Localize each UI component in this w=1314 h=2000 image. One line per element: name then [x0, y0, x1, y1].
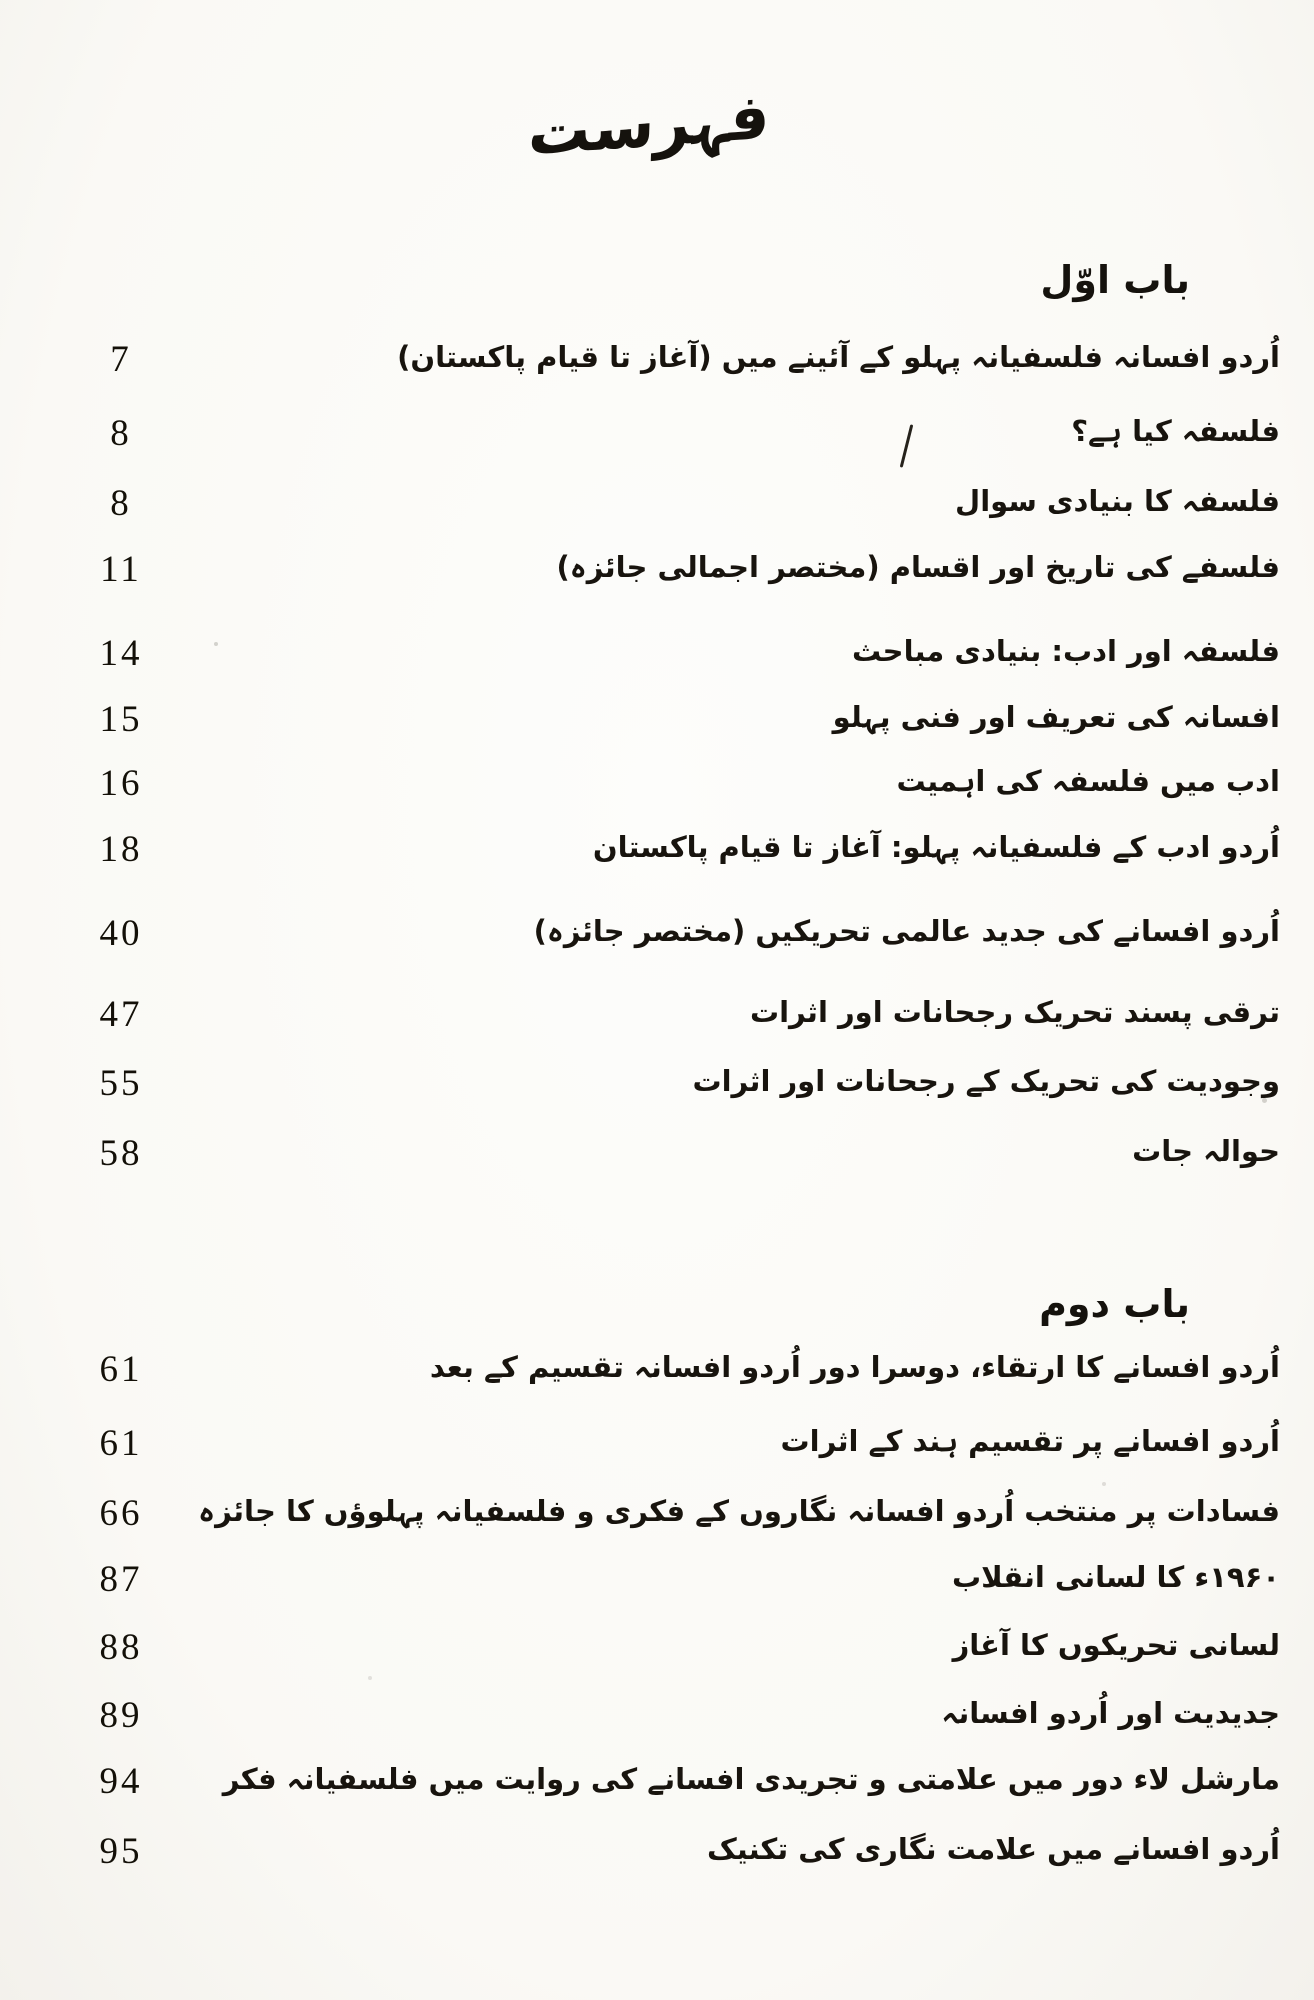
toc-row	[0, 912, 1314, 955]
toc-page-number: 61	[99, 1349, 143, 1390]
toc-row	[0, 828, 1314, 871]
toc-entry-title: مارشل لاء دور میں علامتی و تجریدی افسانے کی روایت میں فلسفیانہ فکر	[222, 1762, 1280, 1796]
toc-row	[0, 762, 1314, 805]
toc-page-number: 7	[110, 339, 132, 380]
toc-row	[0, 993, 1314, 1036]
toc-entry-title: اُردو افسانے کی جدید عالمی تحریکیں (مختصر جائزہ)	[533, 914, 1280, 948]
toc-row	[0, 338, 1314, 381]
toc-entry-title: جدیدیت اور اُردو افسانہ	[941, 1696, 1280, 1730]
toc-page-number: 8	[110, 483, 132, 524]
toc-row	[0, 1348, 1314, 1391]
toc-entry-title: ادب میں فلسفہ کی اہمیت	[896, 764, 1280, 798]
chapter-two-heading: باب دوم	[1039, 1282, 1190, 1326]
toc-row	[0, 1422, 1314, 1465]
toc-entry-title: اُردو افسانے کا ارتقاء، دوسرا دور اُردو افسانہ تقسیم کے بعد	[429, 1350, 1280, 1384]
toc-entry-title: وجودیت کی تحریک کے رجحانات اور اثرات	[692, 1064, 1280, 1098]
toc-row	[0, 632, 1314, 675]
toc-entry-title: فسادات پر منتخب اُردو افسانہ نگاروں کے فکری و فلسفیانہ پہلوؤں کا جائزہ	[198, 1494, 1280, 1528]
toc-entry-title: فلسفہ کیا ہے؟	[1071, 414, 1280, 448]
toc-entry-title: افسانہ کی تعریف اور فنی پہلو	[832, 700, 1280, 734]
toc-row	[0, 1626, 1314, 1669]
toc-page-number: 61	[99, 1423, 143, 1464]
toc-row	[0, 548, 1314, 591]
toc-entry-title: فلسفے کی تاریخ اور اقسام (مختصر اجمالی جائزہ)	[556, 550, 1280, 584]
toc-page-number: 95	[99, 1831, 143, 1872]
toc-page-number: 40	[99, 913, 143, 954]
toc-page-number: 15	[99, 699, 143, 740]
toc-page-number: 66	[99, 1493, 143, 1534]
toc-entry-title: ۱۹۶۰ء کا لسانی انقلاب	[951, 1560, 1280, 1594]
toc-entry-title: لسانی تحریکوں کا آغاز	[952, 1628, 1280, 1662]
toc-entry-title: اُردو افسانہ فلسفیانہ پہلو کے آئینے میں (آغاز تا قیام پاکستان)	[397, 340, 1280, 374]
toc-page-number: 16	[99, 763, 143, 804]
toc-page-number: 47	[99, 994, 143, 1035]
toc-row	[0, 1558, 1314, 1601]
toc-page-number: 11	[100, 549, 142, 590]
scan-speck	[368, 1676, 372, 1680]
toc-page-number: 14	[99, 633, 143, 674]
toc-row	[0, 1492, 1314, 1535]
scan-speck	[1102, 1482, 1106, 1486]
toc-page-number: 8	[110, 413, 132, 454]
toc-entry-title: ترقی پسند تحریک رجحانات اور اثرات	[749, 995, 1280, 1029]
toc-row	[0, 412, 1314, 455]
toc-row	[0, 1062, 1314, 1105]
page-title: فہرست	[527, 79, 772, 170]
toc-page-number: 18	[99, 829, 143, 870]
toc-row	[0, 1760, 1314, 1803]
toc-page-number: 89	[99, 1695, 143, 1736]
toc-page-number: 94	[99, 1761, 143, 1802]
toc-row	[0, 1830, 1314, 1873]
toc-page-number: 87	[99, 1559, 143, 1600]
toc-page-number: 58	[99, 1133, 143, 1174]
toc-entry-title: اُردو ادب کے فلسفیانہ پہلو: آغاز تا قیام پاکستان	[592, 830, 1280, 864]
scan-speck	[1262, 1098, 1267, 1103]
toc-page-number: 88	[99, 1627, 143, 1668]
chapter-one-heading: باب اوّل	[1040, 258, 1190, 302]
toc-entry-title: اُردو افسانے پر تقسیم ہند کے اثرات	[780, 1424, 1280, 1458]
toc-entry-title: فلسفہ اور ادب: بنیادی مباحث	[851, 634, 1280, 668]
toc-entry-title: حوالہ جات	[1132, 1134, 1280, 1168]
toc-page-number: 55	[99, 1063, 143, 1104]
toc-row	[0, 1694, 1314, 1737]
toc-row	[0, 482, 1314, 525]
toc-row	[0, 698, 1314, 741]
scan-speck	[214, 642, 218, 646]
toc-entry-title: فلسفہ کا بنیادی سوال	[955, 484, 1280, 518]
toc-row	[0, 1132, 1314, 1175]
toc-entry-title: اُردو افسانے میں علامت نگاری کی تکنیک	[707, 1832, 1280, 1866]
